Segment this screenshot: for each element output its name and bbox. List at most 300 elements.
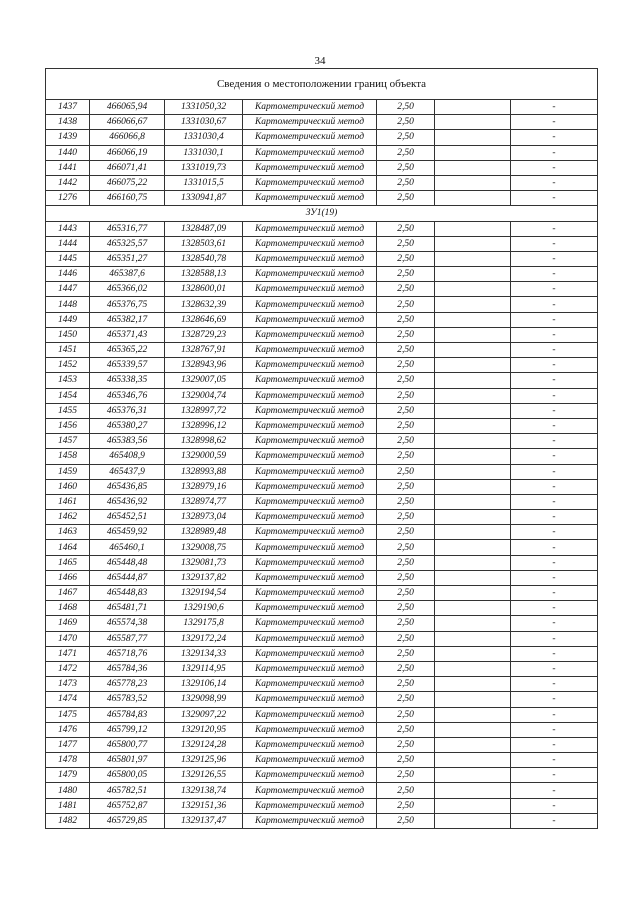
point-number-cell: 1440 (46, 145, 90, 160)
x-coordinate-cell: 465444,87 (90, 570, 165, 585)
point-number-cell: 1480 (46, 783, 90, 798)
empty-cell (435, 586, 511, 601)
empty-cell (435, 707, 511, 722)
accuracy-cell: 2,50 (377, 707, 435, 722)
description-cell: - (511, 601, 598, 616)
description-cell: - (511, 100, 598, 115)
point-number-cell: 1463 (46, 525, 90, 540)
point-number-cell: 1454 (46, 388, 90, 403)
x-coordinate-cell: 465459,92 (90, 525, 165, 540)
accuracy-cell: 2,50 (377, 813, 435, 828)
point-number-cell: 1473 (46, 677, 90, 692)
table-row (46, 282, 598, 297)
y-coordinate-cell: 1329004,74 (165, 388, 243, 403)
y-coordinate-cell: 1329114,95 (165, 661, 243, 676)
empty-cell (435, 145, 511, 160)
x-coordinate-cell: 465587,77 (90, 631, 165, 646)
empty-cell (435, 798, 511, 813)
method-cell: Картометрический метод (243, 722, 377, 737)
x-coordinate-cell: 465783,52 (90, 692, 165, 707)
method-cell: Картометрический метод (243, 145, 377, 160)
y-coordinate-cell: 1328973,04 (165, 510, 243, 525)
empty-cell (435, 555, 511, 570)
table-row (46, 175, 598, 190)
boundary-coordinates-table (45, 68, 598, 829)
method-cell: Картометрический метод (243, 403, 377, 418)
y-coordinate-cell: 1328979,16 (165, 479, 243, 494)
x-coordinate-cell: 466065,94 (90, 100, 165, 115)
x-coordinate-cell: 465376,31 (90, 403, 165, 418)
empty-cell (435, 737, 511, 752)
description-cell: - (511, 631, 598, 646)
table-row (46, 236, 598, 251)
empty-cell (435, 768, 511, 783)
description-cell: - (511, 434, 598, 449)
description-cell: - (511, 707, 598, 722)
empty-cell (435, 525, 511, 540)
table-row (46, 813, 598, 828)
accuracy-cell: 2,50 (377, 403, 435, 418)
description-cell: - (511, 768, 598, 783)
description-cell: - (511, 464, 598, 479)
table-row (46, 753, 598, 768)
empty-cell (435, 282, 511, 297)
x-coordinate-cell: 466066,19 (90, 145, 165, 160)
method-cell: Картометрический метод (243, 327, 377, 342)
description-cell: - (511, 282, 598, 297)
accuracy-cell: 2,50 (377, 798, 435, 813)
y-coordinate-cell: 1328729,23 (165, 327, 243, 342)
method-cell: Картометрический метод (243, 692, 377, 707)
description-cell: - (511, 449, 598, 464)
accuracy-cell: 2,50 (377, 586, 435, 601)
description-cell: - (511, 358, 598, 373)
accuracy-cell: 2,50 (377, 358, 435, 373)
description-cell: - (511, 130, 598, 145)
table-row (46, 586, 598, 601)
method-cell: Картометрический метод (243, 418, 377, 433)
section-header-row (46, 206, 598, 221)
table-row (46, 403, 598, 418)
description-cell: - (511, 479, 598, 494)
x-coordinate-cell: 465365,22 (90, 343, 165, 358)
x-coordinate-cell: 465376,75 (90, 297, 165, 312)
accuracy-cell: 2,50 (377, 753, 435, 768)
x-coordinate-cell: 465339,57 (90, 358, 165, 373)
description-cell: - (511, 403, 598, 418)
accuracy-cell: 2,50 (377, 464, 435, 479)
y-coordinate-cell: 1328996,12 (165, 418, 243, 433)
method-cell: Картометрический метод (243, 115, 377, 130)
y-coordinate-cell: 1329125,96 (165, 753, 243, 768)
point-number-cell: 1476 (46, 722, 90, 737)
empty-cell (435, 631, 511, 646)
method-cell: Картометрический метод (243, 236, 377, 251)
y-coordinate-cell: 1328997,72 (165, 403, 243, 418)
description-cell: - (511, 160, 598, 175)
y-coordinate-cell: 1329134,33 (165, 646, 243, 661)
accuracy-cell: 2,50 (377, 343, 435, 358)
method-cell: Картометрический метод (243, 768, 377, 783)
point-number-cell: 1455 (46, 403, 90, 418)
point-number-cell: 1442 (46, 175, 90, 190)
method-cell: Картометрический метод (243, 130, 377, 145)
point-number-cell: 1461 (46, 494, 90, 509)
empty-cell (435, 601, 511, 616)
x-coordinate-cell: 465800,77 (90, 737, 165, 752)
x-coordinate-cell: 465436,92 (90, 494, 165, 509)
empty-cell (435, 373, 511, 388)
point-number-cell: 1459 (46, 464, 90, 479)
x-coordinate-cell: 465346,76 (90, 388, 165, 403)
accuracy-cell: 2,50 (377, 631, 435, 646)
table-row (46, 631, 598, 646)
point-number-cell: 1444 (46, 236, 90, 251)
y-coordinate-cell: 1329124,28 (165, 737, 243, 752)
x-coordinate-cell: 465325,57 (90, 236, 165, 251)
table-row (46, 100, 598, 115)
point-number-cell: 1457 (46, 434, 90, 449)
y-coordinate-cell: 1329126,55 (165, 768, 243, 783)
accuracy-cell: 2,50 (377, 768, 435, 783)
x-coordinate-cell: 465436,85 (90, 479, 165, 494)
accuracy-cell: 2,50 (377, 494, 435, 509)
description-cell: - (511, 343, 598, 358)
table-row (46, 130, 598, 145)
y-coordinate-cell: 1328943,96 (165, 358, 243, 373)
method-cell: Картометрический метод (243, 297, 377, 312)
y-coordinate-cell: 1328998,62 (165, 434, 243, 449)
y-coordinate-cell: 1329081,73 (165, 555, 243, 570)
point-number-cell: 1474 (46, 692, 90, 707)
table-row (46, 601, 598, 616)
description-cell: - (511, 677, 598, 692)
point-number-cell: 1276 (46, 191, 90, 206)
section-label: ЗУ1(19) (46, 206, 598, 221)
table-row (46, 722, 598, 737)
x-coordinate-cell: 465371,43 (90, 327, 165, 342)
x-coordinate-cell: 465452,51 (90, 510, 165, 525)
accuracy-cell: 2,50 (377, 434, 435, 449)
y-coordinate-cell: 1331019,73 (165, 160, 243, 175)
point-number-cell: 1449 (46, 312, 90, 327)
empty-cell (435, 677, 511, 692)
point-number-cell: 1456 (46, 418, 90, 433)
y-coordinate-cell: 1329097,22 (165, 707, 243, 722)
empty-cell (435, 510, 511, 525)
table-row (46, 251, 598, 266)
x-coordinate-cell: 465408,9 (90, 449, 165, 464)
description-cell: - (511, 510, 598, 525)
table-title: Сведения о местоположении границ объекта (46, 69, 598, 100)
empty-cell (435, 783, 511, 798)
x-coordinate-cell: 465366,02 (90, 282, 165, 297)
description-cell: - (511, 616, 598, 631)
description-cell: - (511, 646, 598, 661)
table-row (46, 297, 598, 312)
empty-cell (435, 570, 511, 585)
method-cell: Картометрический метод (243, 479, 377, 494)
method-cell: Картометрический метод (243, 813, 377, 828)
description-cell: - (511, 418, 598, 433)
table-row (46, 343, 598, 358)
accuracy-cell: 2,50 (377, 510, 435, 525)
empty-cell (435, 813, 511, 828)
method-cell: Картометрический метод (243, 753, 377, 768)
point-number-cell: 1477 (46, 737, 90, 752)
point-number-cell: 1443 (46, 221, 90, 236)
table-row (46, 115, 598, 130)
y-coordinate-cell: 1331030,67 (165, 115, 243, 130)
table-row (46, 494, 598, 509)
y-coordinate-cell: 1329106,14 (165, 677, 243, 692)
empty-cell (435, 221, 511, 236)
accuracy-cell: 2,50 (377, 175, 435, 190)
y-coordinate-cell: 1331030,4 (165, 130, 243, 145)
method-cell: Картометрический метод (243, 160, 377, 175)
method-cell: Картометрический метод (243, 646, 377, 661)
method-cell: Картометрический метод (243, 510, 377, 525)
x-coordinate-cell: 465437,9 (90, 464, 165, 479)
y-coordinate-cell: 1331050,32 (165, 100, 243, 115)
table-row (46, 312, 598, 327)
y-coordinate-cell: 1330941,87 (165, 191, 243, 206)
empty-cell (435, 160, 511, 175)
table-row (46, 449, 598, 464)
description-cell: - (511, 586, 598, 601)
x-coordinate-cell: 466071,41 (90, 160, 165, 175)
accuracy-cell: 2,50 (377, 191, 435, 206)
y-coordinate-cell: 1329007,05 (165, 373, 243, 388)
x-coordinate-cell: 465752,87 (90, 798, 165, 813)
y-coordinate-cell: 1328646,69 (165, 312, 243, 327)
point-number-cell: 1467 (46, 586, 90, 601)
description-cell: - (511, 555, 598, 570)
description-cell: - (511, 692, 598, 707)
description-cell: - (511, 737, 598, 752)
y-coordinate-cell: 1329172,24 (165, 631, 243, 646)
y-coordinate-cell: 1328993,88 (165, 464, 243, 479)
x-coordinate-cell: 465729,85 (90, 813, 165, 828)
table-row (46, 327, 598, 342)
x-coordinate-cell: 465778,23 (90, 677, 165, 692)
empty-cell (435, 191, 511, 206)
description-cell: - (511, 175, 598, 190)
table-row (46, 418, 598, 433)
method-cell: Картометрический метод (243, 586, 377, 601)
accuracy-cell: 2,50 (377, 282, 435, 297)
empty-cell (435, 388, 511, 403)
description-cell: - (511, 297, 598, 312)
point-number-cell: 1462 (46, 510, 90, 525)
point-number-cell: 1465 (46, 555, 90, 570)
accuracy-cell: 2,50 (377, 251, 435, 266)
y-coordinate-cell: 1329008,75 (165, 540, 243, 555)
x-coordinate-cell: 466075,22 (90, 175, 165, 190)
x-coordinate-cell: 465380,27 (90, 418, 165, 433)
point-number-cell: 1468 (46, 601, 90, 616)
method-cell: Картометрический метод (243, 707, 377, 722)
y-coordinate-cell: 1329120,95 (165, 722, 243, 737)
table-row (46, 191, 598, 206)
table-row (46, 540, 598, 555)
table-row (46, 434, 598, 449)
table-row (46, 525, 598, 540)
accuracy-cell: 2,50 (377, 297, 435, 312)
table-row (46, 737, 598, 752)
x-coordinate-cell: 466160,75 (90, 191, 165, 206)
accuracy-cell: 2,50 (377, 100, 435, 115)
accuracy-cell: 2,50 (377, 783, 435, 798)
y-coordinate-cell: 1329190,6 (165, 601, 243, 616)
point-number-cell: 1452 (46, 358, 90, 373)
empty-cell (435, 358, 511, 373)
table-row (46, 677, 598, 692)
method-cell: Картометрический метод (243, 358, 377, 373)
description-cell: - (511, 813, 598, 828)
method-cell: Картометрический метод (243, 525, 377, 540)
point-number-cell: 1469 (46, 616, 90, 631)
table-row (46, 388, 598, 403)
table-row (46, 221, 598, 236)
x-coordinate-cell: 465448,48 (90, 555, 165, 570)
empty-cell (435, 692, 511, 707)
method-cell: Картометрический метод (243, 661, 377, 676)
point-number-cell: 1453 (46, 373, 90, 388)
y-coordinate-cell: 1329138,74 (165, 783, 243, 798)
point-number-cell: 1438 (46, 115, 90, 130)
accuracy-cell: 2,50 (377, 160, 435, 175)
method-cell: Картометрический метод (243, 175, 377, 190)
description-cell: - (511, 373, 598, 388)
method-cell: Картометрический метод (243, 312, 377, 327)
description-cell: - (511, 494, 598, 509)
method-cell: Картометрический метод (243, 783, 377, 798)
method-cell: Картометрический метод (243, 221, 377, 236)
accuracy-cell: 2,50 (377, 616, 435, 631)
point-number-cell: 1471 (46, 646, 90, 661)
x-coordinate-cell: 465574,38 (90, 616, 165, 631)
accuracy-cell: 2,50 (377, 570, 435, 585)
empty-cell (435, 236, 511, 251)
point-number-cell: 1464 (46, 540, 90, 555)
table-row (46, 145, 598, 160)
y-coordinate-cell: 1328540,78 (165, 251, 243, 266)
table-row (46, 646, 598, 661)
empty-cell (435, 115, 511, 130)
empty-cell (435, 175, 511, 190)
accuracy-cell: 2,50 (377, 677, 435, 692)
method-cell: Картометрический метод (243, 464, 377, 479)
accuracy-cell: 2,50 (377, 525, 435, 540)
description-cell: - (511, 661, 598, 676)
method-cell: Картометрический метод (243, 555, 377, 570)
x-coordinate-cell: 465784,83 (90, 707, 165, 722)
point-number-cell: 1441 (46, 160, 90, 175)
x-coordinate-cell: 465481,71 (90, 601, 165, 616)
y-coordinate-cell: 1329000,59 (165, 449, 243, 464)
table-row (46, 570, 598, 585)
description-cell: - (511, 722, 598, 737)
point-number-cell: 1482 (46, 813, 90, 828)
method-cell: Картометрический метод (243, 677, 377, 692)
accuracy-cell: 2,50 (377, 236, 435, 251)
y-coordinate-cell: 1329194,54 (165, 586, 243, 601)
description-cell: - (511, 191, 598, 206)
table-row (46, 707, 598, 722)
method-cell: Картометрический метод (243, 282, 377, 297)
x-coordinate-cell: 465800,05 (90, 768, 165, 783)
accuracy-cell: 2,50 (377, 221, 435, 236)
description-cell: - (511, 753, 598, 768)
y-coordinate-cell: 1329098,99 (165, 692, 243, 707)
table-row (46, 768, 598, 783)
point-number-cell: 1479 (46, 768, 90, 783)
point-number-cell: 1439 (46, 130, 90, 145)
y-coordinate-cell: 1331015,5 (165, 175, 243, 190)
point-number-cell: 1437 (46, 100, 90, 115)
table-row (46, 160, 598, 175)
x-coordinate-cell: 465784,36 (90, 661, 165, 676)
accuracy-cell: 2,50 (377, 646, 435, 661)
accuracy-cell: 2,50 (377, 540, 435, 555)
x-coordinate-cell: 465351,27 (90, 251, 165, 266)
empty-cell (435, 449, 511, 464)
point-number-cell: 1475 (46, 707, 90, 722)
description-cell: - (511, 570, 598, 585)
y-coordinate-cell: 1329137,82 (165, 570, 243, 585)
accuracy-cell: 2,50 (377, 312, 435, 327)
table-row (46, 692, 598, 707)
accuracy-cell: 2,50 (377, 601, 435, 616)
empty-cell (435, 130, 511, 145)
empty-cell (435, 646, 511, 661)
table-row (46, 267, 598, 282)
empty-cell (435, 343, 511, 358)
empty-cell (435, 753, 511, 768)
y-coordinate-cell: 1328632,39 (165, 297, 243, 312)
description-cell: - (511, 267, 598, 282)
point-number-cell: 1460 (46, 479, 90, 494)
table-row (46, 616, 598, 631)
method-cell: Картометрический метод (243, 494, 377, 509)
description-cell: - (511, 145, 598, 160)
method-cell: Картометрический метод (243, 616, 377, 631)
table-row (46, 783, 598, 798)
method-cell: Картометрический метод (243, 434, 377, 449)
x-coordinate-cell: 465448,83 (90, 586, 165, 601)
point-number-cell: 1478 (46, 753, 90, 768)
table-row (46, 373, 598, 388)
empty-cell (435, 722, 511, 737)
table-row (46, 555, 598, 570)
method-cell: Картометрический метод (243, 449, 377, 464)
point-number-cell: 1450 (46, 327, 90, 342)
y-coordinate-cell: 1328588,13 (165, 267, 243, 282)
empty-cell (435, 434, 511, 449)
accuracy-cell: 2,50 (377, 479, 435, 494)
x-coordinate-cell: 465316,77 (90, 221, 165, 236)
method-cell: Картометрический метод (243, 191, 377, 206)
accuracy-cell: 2,50 (377, 418, 435, 433)
description-cell: - (511, 798, 598, 813)
point-number-cell: 1472 (46, 661, 90, 676)
method-cell: Картометрический метод (243, 343, 377, 358)
description-cell: - (511, 327, 598, 342)
point-number-cell: 1447 (46, 282, 90, 297)
table-row (46, 661, 598, 676)
point-number-cell: 1445 (46, 251, 90, 266)
